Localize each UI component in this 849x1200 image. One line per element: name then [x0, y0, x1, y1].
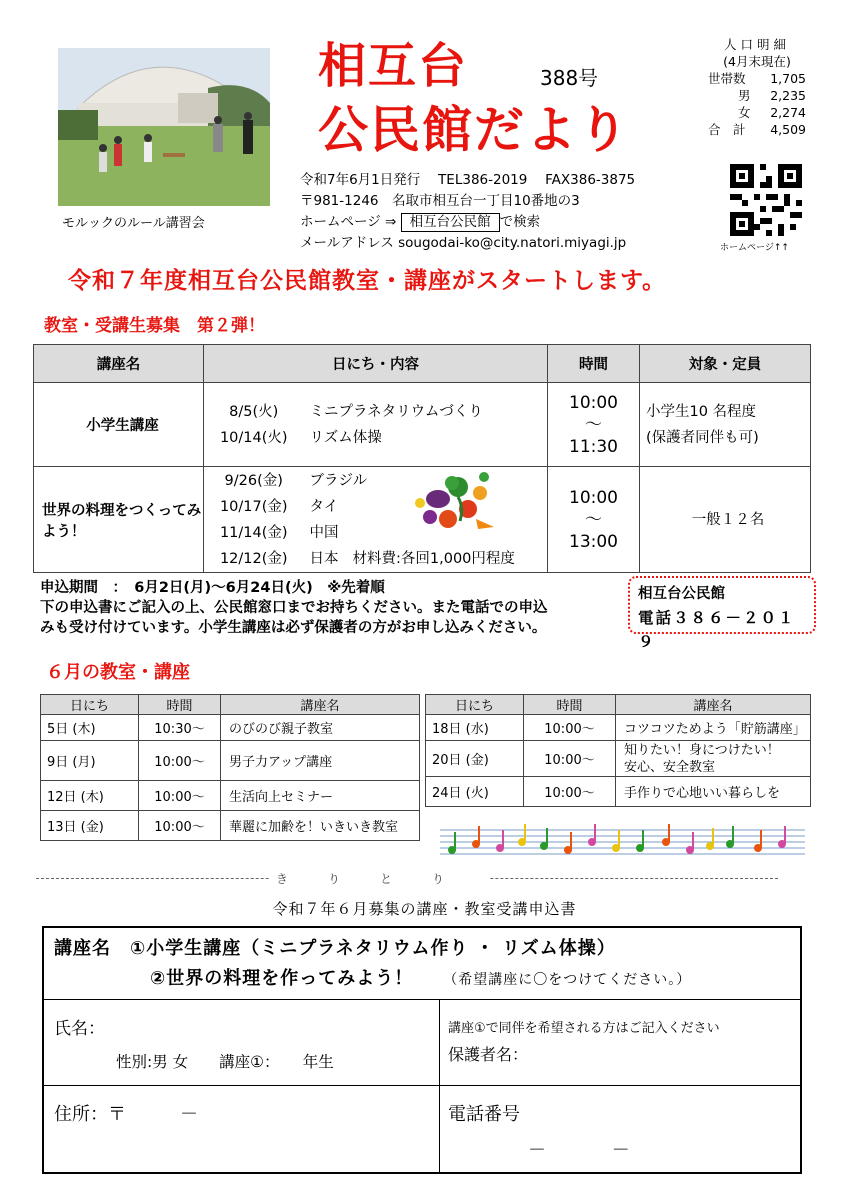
name-label: 氏名：	[54, 1019, 105, 1039]
column-header: 対象・定員	[640, 345, 811, 383]
population-date: (4月末現在)	[723, 54, 791, 69]
column-header: 講座名	[221, 695, 420, 715]
main-headline: 令和７年度相互台公民館教室・講座がスタートします。	[68, 268, 667, 294]
table-row: 9日 (月) 10:00～ 男子力アップ講座	[41, 741, 420, 781]
homepage-label: ホームページ ⇒	[300, 214, 401, 230]
table-header-row	[41, 695, 420, 715]
address-line: 〒981-1246 名取市相互台一丁目10番地の3	[300, 193, 580, 209]
homepage-search-box: 相互台公民館	[401, 213, 500, 232]
column-header: 日にち・内容	[204, 345, 548, 383]
application-line: 下の申込書にご記入の上、公民館窓口までお持ちください。また電話での申込	[40, 600, 548, 616]
column-header: 時間	[524, 695, 616, 715]
phone-field[interactable]	[440, 1086, 800, 1174]
column-header: 講座名	[616, 695, 811, 715]
table-row: 13日 (金) 10:00～ 華麗に加齢を！いきいき教室	[41, 811, 420, 841]
table-row: 5日 (木) 10:30～ のびのび親子教室	[41, 715, 420, 741]
column-header: 講座名	[34, 345, 204, 383]
recruitment-subhead: 教室・受講生募集 第２弾！	[44, 316, 265, 336]
course-dates: 9/26(金) 10/17(金) 11/14(金) 12/12(金)	[204, 467, 304, 573]
music-notes-icon	[440, 822, 805, 858]
application-info	[40, 578, 630, 638]
table-header-row	[426, 695, 811, 715]
qr-caption: ホームページ↑↑	[720, 243, 789, 253]
form-course-choice[interactable]	[44, 928, 800, 1000]
address-field[interactable]	[44, 1086, 440, 1174]
issue-number: 388号	[540, 66, 599, 90]
vegetables-icon	[408, 469, 500, 537]
column-header: 時間	[139, 695, 221, 715]
guardian-note: 講座①で同伴を希望される方はご記入ください	[448, 1021, 720, 1036]
form-title: 令和７年６月募集の講座・教室受講申込書	[272, 900, 577, 918]
table-header-row	[34, 345, 811, 383]
contact-box	[628, 576, 816, 651]
table-row	[34, 383, 811, 467]
course-contents: ミニプラネタリウムづくり リズム体操	[304, 383, 548, 467]
qr-code-icon[interactable]	[730, 164, 802, 236]
phone-dashes: － －	[528, 1140, 630, 1161]
population-row: 世帯数 1,705	[708, 71, 806, 86]
homepage-line	[300, 212, 540, 233]
course-note: （希望講座に〇をつけてください。）	[443, 972, 692, 988]
table-row: 20日 (金) 10:00～ 知りたい！身につけたい！ 安心、安全教室	[426, 741, 811, 777]
population-row: 男 2,235	[738, 88, 806, 103]
course-name: 小学生講座	[34, 383, 204, 467]
application-form	[42, 926, 802, 1174]
email-line: メールアドレス sougodai-ko@city.natori.miyagi.jp	[300, 235, 627, 251]
application-period: 申込期間 ： 6月2日(月)～6月24日(火) ※先着順	[40, 580, 385, 596]
population-heading: 人口明細	[723, 37, 790, 52]
guardian-field[interactable]	[440, 1000, 800, 1086]
course-name: 世界の料理をつくってみよう！	[34, 467, 204, 573]
contact-name: 相互台公民館	[638, 586, 725, 602]
population-row: 女 2,274	[738, 105, 806, 120]
course-option-1[interactable]: ①小学生講座（ミニプラネタリウム作り ・ リズム体操）	[130, 938, 616, 959]
june-schedule-left	[40, 694, 420, 841]
application-line: みも受け付けています。小学生講座は必ず保護者の方がお申し込みください。	[40, 620, 547, 636]
photo-caption: モルックのルール講習会	[62, 216, 205, 231]
course-label: 講座名	[54, 938, 111, 959]
guardian-label: 保護者名：	[448, 1045, 529, 1064]
newsletter-title-line1: 相互台	[318, 38, 469, 94]
course-time: 10:00 ～ 13:00	[548, 467, 640, 573]
population-row: 合 計 4,509	[708, 122, 806, 137]
course-dates: 8/5(火) 10/14(火)	[204, 383, 304, 467]
column-header: 時間	[548, 345, 640, 383]
newsletter-title-line2: 公民館だより	[318, 101, 630, 159]
event-photo	[58, 48, 270, 206]
name-field[interactable]	[44, 1000, 440, 1086]
gender-grade-field[interactable]: 性別:男 女 講座①： 年生	[116, 1053, 334, 1071]
table-row	[34, 467, 811, 573]
june-section-title: ６月の教室・講座	[46, 662, 190, 683]
population-box	[708, 36, 806, 138]
course-target: 小学生10 名程度 (保護者同伴も可)	[640, 383, 811, 467]
column-header: 日にち	[426, 695, 524, 715]
course-time: 10:00 ～ 11:30	[548, 383, 640, 467]
column-header: 日にち	[41, 695, 139, 715]
homepage-suffix: で検索	[499, 214, 541, 230]
course-contents: ブラジル タイ 中国 日本 材料費:各回1,000円程度	[304, 467, 548, 573]
table-row: 12日 (木) 10:00～ 生活向上セミナー	[41, 781, 420, 811]
cut-line-label: きりとり	[270, 870, 490, 887]
course-option-2[interactable]: ②世界の料理を作ってみよう！	[150, 968, 414, 989]
table-row: 24日 (火) 10:00～ 手作りで心地いい暮らしを	[426, 777, 811, 807]
contact-tel: 電話３８６－２０１９	[638, 609, 796, 651]
phone-label: 電話番号	[448, 1104, 520, 1125]
course-table	[33, 344, 811, 573]
publish-line: 令和7年6月1日発行 TEL386-2019 FAX386-3875	[300, 172, 636, 188]
course-target: 一般１２名	[640, 467, 811, 573]
address-label: 住所：〒 －	[54, 1104, 198, 1125]
june-schedule-right	[425, 694, 811, 807]
table-row: 18日 (水) 10:00～ コツコツためよう「貯筋講座」	[426, 715, 811, 741]
material-fee: 材料費:各回1,000円程度	[352, 550, 515, 567]
